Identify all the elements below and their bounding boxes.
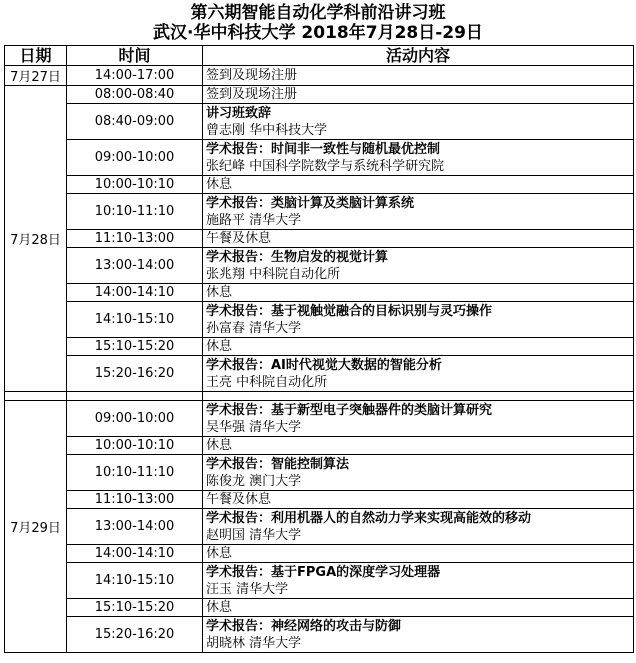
speaker-name: 张兆翔 中科院自动化所 <box>206 266 341 282</box>
time-cell: 09:00-10:00 <box>67 140 203 176</box>
talk-title: 学术报告：基于新型电子突触器件的类脑计算研究 <box>206 402 493 418</box>
table-row <box>5 563 634 599</box>
activity-cell <box>203 401 634 437</box>
speaker-name: 吴华强 清华大学 <box>206 419 302 435</box>
activity-cell: 休息 <box>203 437 634 455</box>
day-separator <box>5 392 634 401</box>
date-cell: 7月29日 <box>5 401 67 653</box>
activity-cell: 休息 <box>203 284 634 302</box>
time-cell: 10:00-10:10 <box>67 176 203 194</box>
time-cell: 13:00-14:00 <box>67 509 203 545</box>
activity-cell: 签到及现场注册 <box>203 86 634 104</box>
activity-cell <box>203 140 634 176</box>
table-row <box>5 437 634 455</box>
talk-title: 学术报告：AI时代视觉大数据的智能分析 <box>206 357 442 373</box>
activity-cell <box>203 104 634 140</box>
date-cell: 7月27日 <box>5 66 67 86</box>
activity-cell <box>203 302 634 338</box>
time-cell: 14:00-14:10 <box>67 284 203 302</box>
talk-title: 学术报告：利用机器人的自然动力学来实现高能效的移动 <box>206 510 532 526</box>
time-cell: 10:10-11:10 <box>67 194 203 230</box>
separator-cell <box>203 392 634 401</box>
time-cell: 14:10-15:10 <box>67 302 203 338</box>
activity-cell <box>203 194 634 230</box>
activity-cell: 休息 <box>203 545 634 563</box>
activity-cell: 休息 <box>203 176 634 194</box>
time-cell: 08:40-09:00 <box>67 104 203 140</box>
time-cell: 15:10-15:20 <box>67 338 203 356</box>
table-row <box>5 599 634 617</box>
schedule-body <box>5 66 634 653</box>
schedule-subtitle: 武汉·华中科技大学 2018年7月28日-29日 <box>153 23 483 43</box>
table-row <box>5 617 634 653</box>
activity-cell <box>203 509 634 545</box>
talk-title: 学术报告：基于视触觉融合的目标识别与灵巧操作 <box>206 303 493 319</box>
speaker-name: 汪玉 清华大学 <box>206 581 289 597</box>
speaker-name: 曾志刚 华中科技大学 <box>206 122 328 138</box>
activity-cell: 午餐及休息 <box>203 230 634 248</box>
time-cell: 13:00-14:00 <box>67 248 203 284</box>
time-cell: 14:00-14:10 <box>67 545 203 563</box>
table-row <box>5 356 634 392</box>
header-row <box>5 46 634 66</box>
time-cell: 11:10-13:00 <box>67 230 203 248</box>
time-cell: 14:10-15:10 <box>67 563 203 599</box>
time-cell: 15:10-15:20 <box>67 599 203 617</box>
separator-cell <box>5 392 67 401</box>
date-cell: 7月28日 <box>5 86 67 392</box>
talk-title: 学术报告：智能控制算法 <box>206 456 350 472</box>
activity-cell <box>203 563 634 599</box>
talk-title: 学术报告：基于FPGA的深度学习处理器 <box>206 564 441 580</box>
activity-cell <box>203 455 634 491</box>
speaker-name: 王亮 中科院自动化所 <box>206 374 328 390</box>
time-cell: 11:10-13:00 <box>67 491 203 509</box>
table-row <box>5 302 634 338</box>
speaker-name: 赵明国 清华大学 <box>206 527 302 543</box>
activity-cell <box>203 356 634 392</box>
table-row <box>5 509 634 545</box>
schedule-table <box>4 45 634 653</box>
activity-cell <box>203 248 634 284</box>
table-row <box>5 455 634 491</box>
table-row <box>5 66 634 86</box>
speaker-name: 陈俊龙 澳门大学 <box>206 473 302 489</box>
table-row <box>5 230 634 248</box>
time-cell: 15:20-16:20 <box>67 356 203 392</box>
table-row <box>5 176 634 194</box>
talk-title: 学术报告：时间非一致性与随机最优控制 <box>206 141 441 157</box>
speaker-name: 孙富春 清华大学 <box>206 320 302 336</box>
speaker-name: 施路平 清华大学 <box>206 212 302 228</box>
table-row <box>5 401 634 437</box>
speaker-name: 张纪峰 中国科学院数学与系统科学研究院 <box>206 158 445 174</box>
schedule-title: 第六期智能自动化学科前沿讲习班 <box>190 3 446 23</box>
table-row <box>5 491 634 509</box>
activity-cell: 休息 <box>203 599 634 617</box>
activity-cell: 签到及现场注册 <box>203 66 634 86</box>
talk-title: 学术报告：类脑计算及类脑计算系统 <box>206 195 415 211</box>
speaker-name: 胡晓林 清华大学 <box>206 635 302 651</box>
table-row <box>5 338 634 356</box>
table-row <box>5 284 634 302</box>
table-row <box>5 86 634 104</box>
separator-cell <box>67 392 203 401</box>
column-header-date: 日期 <box>5 46 67 66</box>
column-header-activity: 活动内容 <box>203 46 634 66</box>
time-cell: 15:20-16:20 <box>67 617 203 653</box>
table-row <box>5 194 634 230</box>
column-header-time: 时间 <box>67 46 203 66</box>
time-cell: 08:00-08:40 <box>67 86 203 104</box>
time-cell: 09:00-10:00 <box>67 401 203 437</box>
talk-title: 学术报告：生物启发的视觉计算 <box>206 249 389 265</box>
table-row <box>5 104 634 140</box>
activity-cell <box>203 617 634 653</box>
table-row <box>5 140 634 176</box>
time-cell: 10:00-10:10 <box>67 437 203 455</box>
table-row <box>5 545 634 563</box>
activity-cell: 休息 <box>203 338 634 356</box>
talk-title: 学术报告：神经网络的攻击与防御 <box>206 618 402 634</box>
time-cell: 14:00-17:00 <box>67 66 203 86</box>
talk-title: 讲习班致辞 <box>206 105 272 121</box>
time-cell: 10:10-11:10 <box>67 455 203 491</box>
activity-cell: 午餐及休息 <box>203 491 634 509</box>
table-row <box>5 248 634 284</box>
